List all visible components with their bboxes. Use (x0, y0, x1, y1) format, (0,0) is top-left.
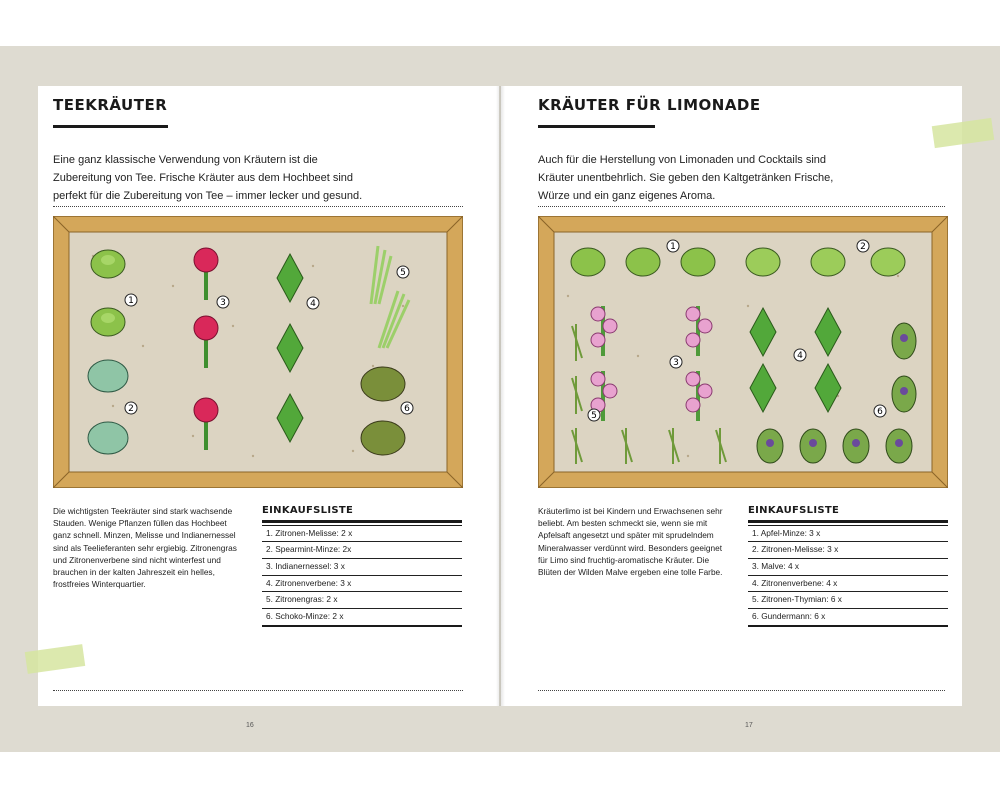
bed-marker-1: 1 (128, 296, 134, 306)
shopping-list-rule (748, 520, 948, 523)
list-item: 3. Indianernessel: 3 x (262, 559, 462, 576)
list-item: 4. Zitronenverbene: 4 x (748, 576, 948, 593)
dotted-divider (538, 206, 945, 207)
list-item: 6. Gundermann: 6 x (748, 609, 948, 627)
intro-text: Auch für die Herstellung von Limonaden und Cocktails sind Kräuter unentbehrlich. Sie geben den Kaltgetränken Frische, Würze und ein ganz eigenes Aroma. (538, 154, 834, 202)
bed-marker-5: 5 (591, 411, 597, 421)
plant-apple-mint (571, 248, 715, 276)
list-item: 2. Spearmint-Minze: 2x (262, 542, 462, 559)
book-gutter (496, 86, 505, 706)
title-underline (538, 125, 655, 128)
dotted-divider-bottom (53, 690, 463, 691)
shopping-list-title: EINKAUFSLISTE (262, 505, 354, 516)
list-item: 4. Zitronenverbene: 3 x (262, 576, 462, 593)
bed-marker-6: 6 (404, 404, 410, 414)
bed-marker-1: 1 (670, 242, 676, 252)
intro-text: Eine ganz klassische Verwendung von Kräutern ist die Zubereitung von Tee. Frische Kräuter aus dem Hochbeet sind perfekt für die Zubereitung von Tee – immer lecker und gesund. (53, 154, 363, 202)
list-item: 2. Zitronen-Melisse: 3 x (748, 542, 948, 559)
list-item: 1. Zitronen-Melisse: 2 x (262, 526, 462, 543)
body-text: Die wichtigsten Teekräuter sind stark wachsende Stauden. Wenige Pflanzen füllen das Hochbeet ganz schnell. Minzen, Melisse und Indianernessel sind als Teelieferanten sehr ergiebig. Zitronengras und Zitronenverbene sind nicht winterfest und brauchen in der kalten Jahreszeit ein helles, frostfreies Winterquartier. (53, 506, 237, 590)
bed-marker-6: 6 (877, 407, 883, 417)
shopping-list-items (262, 526, 462, 627)
bed-marker-2: 2 (128, 404, 134, 414)
list-item: 6. Schoko-Minze: 2 x (262, 609, 462, 627)
plant-lemon-verbena (277, 254, 303, 442)
body-text: Kräuterlimo ist bei Kindern und Erwachsenen sehr beliebt. Am besten schmeckt sie, wenn sie mit Apfelsaft angesetzt und später mit sprudelndem Mineralwasser verdünnt wird. Besonders geeignet für Limo sind fruchtig-aromatische Kräuter. Die Blüten der Wilden Malve ergeben eine tolle Farbe. (538, 506, 723, 578)
list-item: 5. Zitronen-Thymian: 6 x (748, 592, 948, 609)
dotted-divider-bottom (538, 690, 945, 691)
page-title-kraeuter-limonade: KRÄUTER FÜR LIMONADE (538, 96, 761, 114)
title-underline (53, 125, 168, 128)
shopping-list (748, 505, 948, 627)
bed-marker-3: 3 (220, 298, 226, 308)
bed-marker-5: 5 (400, 268, 406, 278)
shopping-list-rule (262, 520, 462, 523)
list-item: 1. Apfel-Minze: 3 x (748, 526, 948, 543)
list-item: 5. Zitronengras: 2 x (262, 592, 462, 609)
page-number: 16 (246, 722, 254, 729)
bed-marker-4: 4 (797, 351, 803, 361)
raised-bed-illustration-tea (53, 216, 463, 488)
dotted-divider (53, 206, 463, 207)
bed-marker-2: 2 (860, 242, 866, 252)
page-number: 17 (745, 722, 753, 729)
bed-marker-4: 4 (310, 299, 316, 309)
shopping-list-title: EINKAUFSLISTE (748, 505, 840, 516)
raised-bed-illustration-lemonade (538, 216, 948, 488)
shopping-list (262, 505, 462, 627)
plant-lemon-balm (746, 248, 905, 276)
shopping-list-items (748, 526, 948, 627)
list-item: 3. Malve: 4 x (748, 559, 948, 576)
bed-marker-3: 3 (673, 358, 679, 368)
page-title-teekraeuter: TEEKRÄUTER (53, 96, 168, 114)
